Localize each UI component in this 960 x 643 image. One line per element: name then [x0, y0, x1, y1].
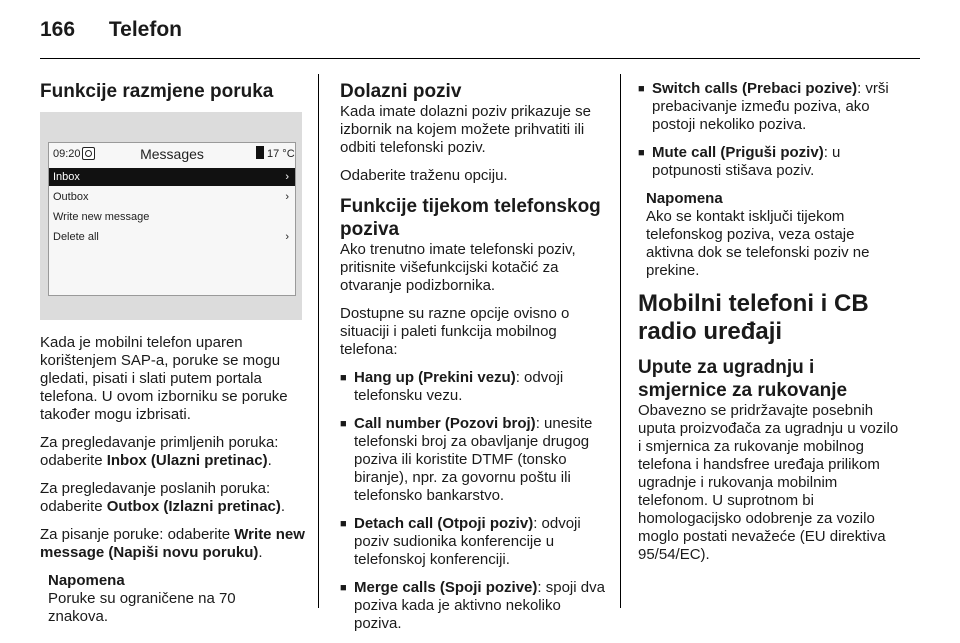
note-text: Ako se kontakt isključi tijekom telefonskog poziva, veza ostaje aktivna dok se telefonski poziv ne prekine. [646, 208, 870, 279]
list-item: ■ Detach call (Otpoji poziv): odvoji poziv sudionika konferencije u telefonskoj konferenciji. [340, 515, 606, 569]
note-text: Poruke su ograničene na 70 znakova. [48, 590, 236, 625]
header-rule [40, 58, 920, 59]
column-1 [40, 80, 306, 103]
note-heading: Napomena [646, 190, 723, 207]
menu-item-label: Delete all [53, 231, 99, 243]
paragraph: Ako trenutno imate telefonski poziv, pritisnite višefunkcijski kotačić za otvaranje podizbornika. [340, 241, 576, 294]
menu-item-delete-all[interactable] [49, 228, 295, 246]
note [638, 190, 904, 280]
section-heading-installation: Upute za ugradnju i smjernice za rukovanje [638, 357, 848, 401]
messages-screen-image [40, 112, 302, 320]
paragraph: Kada je mobilni telefon uparen korištenjem SAP-a, poruke se mogu gledati, pisati i slati putem portala telefona. U ovom izborniku se poruke također mogu izbrisati. [40, 334, 288, 423]
list-item: ■ Mute call (Priguši poziv): u potpunosti stišava poziv. [638, 144, 904, 180]
chevron-right-icon: › [285, 191, 289, 203]
section-heading-incoming: Dolazni poziv [340, 81, 462, 102]
column-1-text [40, 334, 306, 636]
note [40, 572, 306, 626]
paragraph: Kada imate dolazni poziv prikazuje se izbornik na kojem možete prihvatiti ili odbiti telefonski poziv. [340, 103, 591, 156]
column-divider-1 [318, 74, 319, 608]
section-heading-messaging: Funkcije razmjene poruka [40, 81, 274, 102]
chevron-right-icon: › [285, 171, 289, 183]
section-heading-during-call: Funkcije tijekom telefonskog poziva [340, 196, 601, 240]
column-3 [638, 80, 904, 574]
section-heading-mobile-phones: Mobilni telefoni i CB radio uređaji [638, 290, 869, 345]
note-heading: Napomena [48, 572, 125, 589]
display-panel [48, 142, 296, 296]
phone-icon [256, 146, 264, 159]
paragraph: Dostupne su razne opcije ovisno o situaciji i paleti funkcija mobilnog telefona: [340, 305, 570, 358]
list-item: ■ Merge calls (Spoji pozive): spoji dva poziva kada je aktivno nekoliko poziva. [340, 579, 606, 633]
menu-item-label: Outbox [53, 191, 89, 203]
display-title: Messages [140, 146, 204, 162]
column-2 [340, 80, 606, 643]
paragraph: Za pisanje poruke: odaberite Write new message (Napiši novu poruku). [40, 526, 305, 561]
list-item: ■ Hang up (Prekini vezu): odvoji telefonsku vezu. [340, 369, 606, 405]
page-number: 166 [40, 18, 76, 41]
menu-item-write-new-message[interactable] [49, 208, 295, 226]
page-header [40, 18, 182, 42]
menu-item-label: Inbox [53, 171, 80, 183]
paragraph: Obavezno se pridržavajte posebnih uputa proizvođača za ugradnju u vozilo i smjernica za rukovanje mobilnog telefona i handsfree uređaja prilikom ugradnje i rukovanja mobilnim telefonom. U suprotnom bi homologacijsko odobrenje za vozilo moglo postati nevažeće (EU direktiva 95/54/EC). [638, 402, 899, 563]
display-status-bar [49, 143, 295, 165]
chapter-title: Telefon [108, 18, 183, 41]
temperature-readout: 17 °C [267, 148, 295, 160]
menu-item-label: Write new message [53, 211, 150, 223]
paragraph: Za pregledavanje primljenih poruka: odaberite Inbox (Ulazni pretinac). [40, 434, 279, 469]
paragraph: Odaberite traženu opciju. [340, 167, 508, 184]
clock-time: 09:20 [53, 148, 81, 160]
list-item: ■ Switch calls (Prebaci pozive): vrši prebacivanje između poziva, ako postoji nekoliko poziva. [638, 80, 904, 134]
column-divider-2 [620, 74, 621, 608]
menu-item-inbox[interactable] [49, 168, 295, 186]
list-item: ■ Call number (Pozovi broj): unesite telefonski broj za obavljanje drugog poziva ili koristite DTMF (tonsko biranje), npr. za govornu poštu ili telefonsko bankarstvo. [340, 415, 606, 505]
chevron-right-icon: › [285, 231, 289, 243]
menu-item-outbox[interactable] [49, 188, 295, 206]
paragraph: Za pregledavanje poslanih poruka: odaberite Outbox (Izlazni pretinac). [40, 480, 286, 515]
